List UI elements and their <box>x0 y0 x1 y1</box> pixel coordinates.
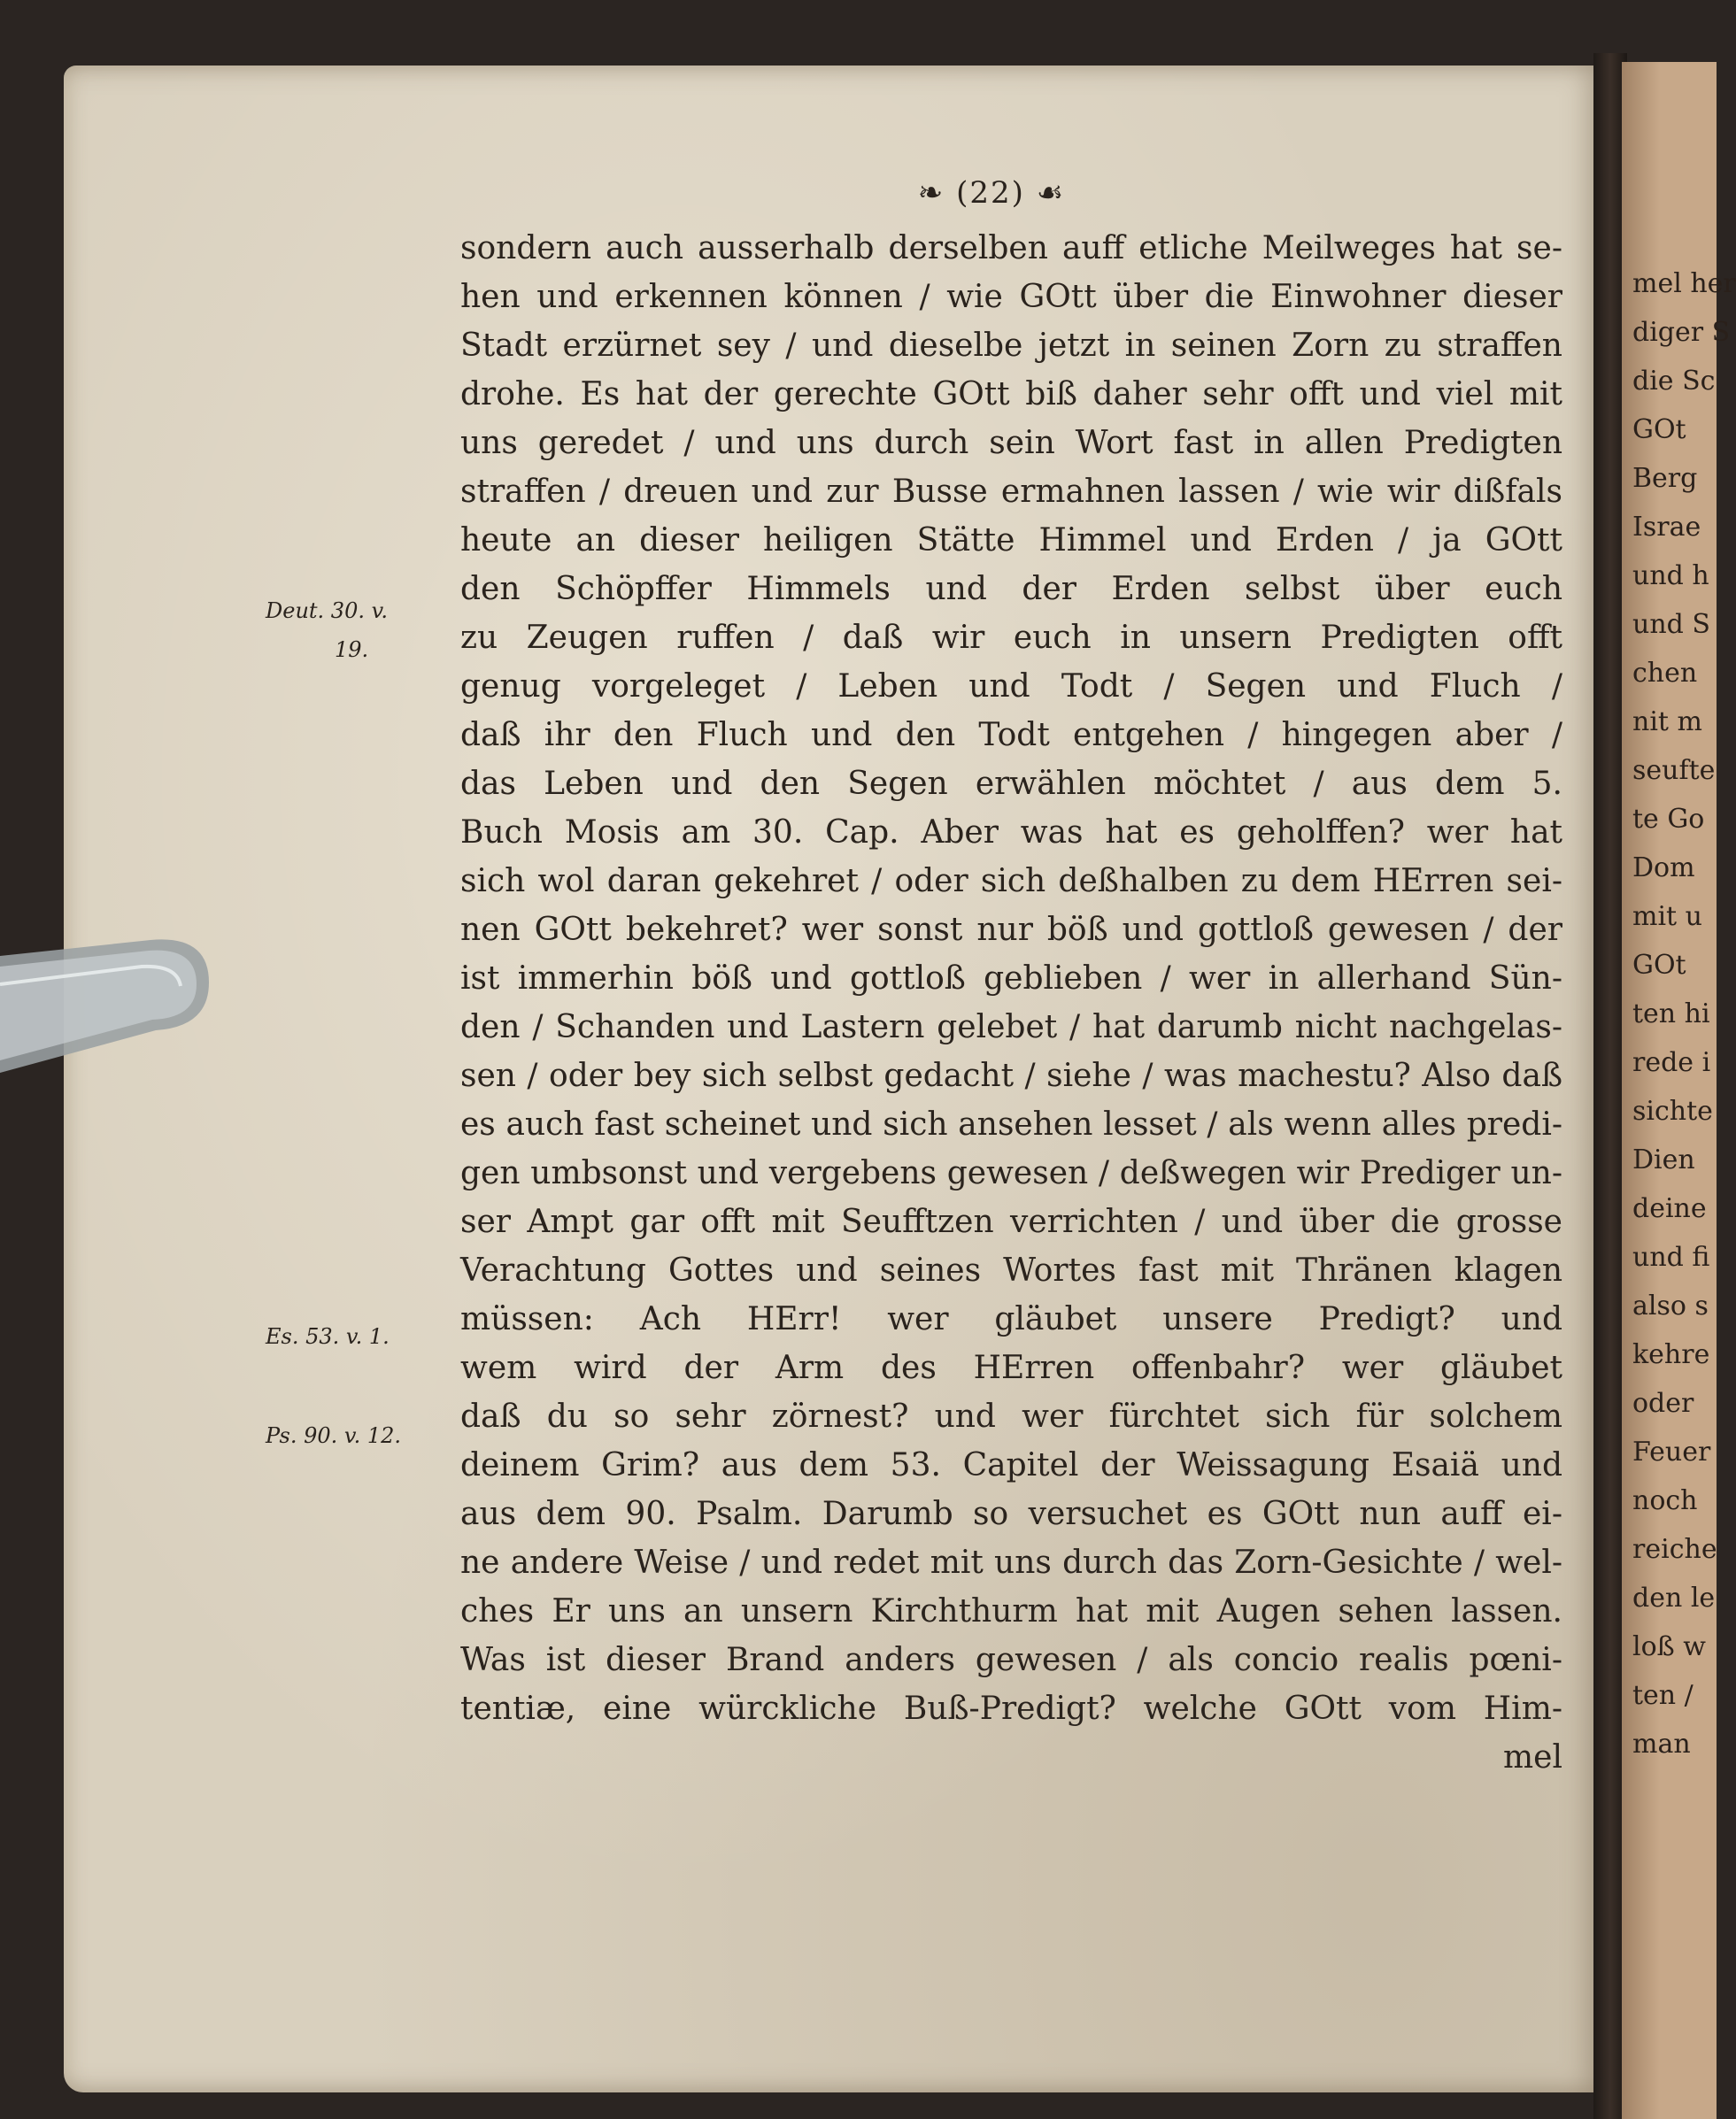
facing-page-fragment: den le <box>1632 1583 1716 1614</box>
facing-page-fragment: rede i <box>1632 1047 1711 1078</box>
facing-page-fragment: und h <box>1632 560 1709 591</box>
facing-page-fragment: oder <box>1632 1388 1694 1419</box>
text-line: sondern auch ausserhalb derselben auff etliche Meilweges hat se- <box>460 230 1562 266</box>
page-header <box>850 175 1133 211</box>
facing-page-fragment: man <box>1632 1729 1691 1760</box>
facing-page-edge <box>1622 62 1736 2119</box>
text-line: deinem Grim? aus dem 53. Capitel der Weissagung Esaiä und <box>460 1447 1562 1483</box>
facing-page-fragment: ten / <box>1632 1680 1694 1711</box>
text-line: ches Er uns an unsern Kirchthurm hat mit Augen sehen lassen. <box>460 1593 1562 1630</box>
text-line: drohe. Es hat der gerechte GOtt biß daher sehr offt und viel mit <box>460 376 1562 412</box>
facing-page-fragment: chen <box>1632 658 1698 689</box>
text-line: den Schöpffer Himmels und der Erden selbst über euch <box>460 571 1562 607</box>
text-line: Stadt erzürnet sey / und dieselbe jetzt in seinen Zorn zu straffen <box>460 327 1562 364</box>
facing-page-fragment: mit u <box>1632 901 1702 932</box>
text-line: Was ist dieser Brand anders gewesen / als concio realis pœni- <box>460 1642 1562 1678</box>
facing-page-fragment: und fi <box>1632 1242 1710 1273</box>
facing-page-fragment: loß w <box>1632 1631 1706 1662</box>
text-line: ist immerhin böß und gottloß geblieben / wer in allerhand Sün- <box>460 960 1562 997</box>
facing-page-fragment: diger S <box>1632 317 1731 348</box>
facing-page-fragment: kehre <box>1632 1339 1710 1370</box>
text-line: uns geredet / und uns durch sein Wort fast in allen Predigten <box>460 425 1562 461</box>
facing-page-fragment: mel her <box>1632 268 1736 299</box>
facing-page-fragment: sichte <box>1632 1096 1713 1127</box>
facing-page-fragment: Feuer <box>1632 1437 1711 1468</box>
facing-page-fragment: deine <box>1632 1193 1707 1224</box>
text-line: sen / oder bey sich selbst gedacht / siehe / was machestu? Also daß <box>460 1058 1562 1094</box>
text-line: gen umbsonst und vergebens gewesen / deßwegen wir Prediger un- <box>460 1155 1562 1191</box>
facing-page-fragment: GOt <box>1632 950 1686 981</box>
facing-page-fragment: Dom <box>1632 852 1695 883</box>
facing-page-fragment: te Go <box>1632 804 1705 835</box>
margin-note-psalm: Ps. 90. v. 12. <box>266 1423 402 1448</box>
facing-page-fragment: GOt <box>1632 414 1686 445</box>
text-line: daß ihr den Fluch und den Todt entgehen / hingegen aber / <box>460 717 1562 753</box>
text-line: müssen: Ach HErr! wer gläubet unsere Predigt? und <box>460 1301 1562 1337</box>
ornament-right-icon: ☙ <box>1036 175 1066 211</box>
text-line: Verachtung Gottes und seines Wortes fast mit Thränen klagen <box>460 1252 1562 1289</box>
text-line: das Leben und den Segen erwählen möchtet / aus dem 5. <box>460 766 1562 802</box>
margin-note-deut: Deut. 30. v. <box>266 598 388 623</box>
text-line: heute an dieser heiligen Stätte Himmel und Erden / ja GOtt <box>460 522 1562 559</box>
text-line: ne andere Weise / und redet mit uns durch das Zorn-Gesichte / wel- <box>460 1545 1562 1581</box>
text-line: hen und erkennen können / wie GOtt über die Einwohner dieser <box>460 279 1562 315</box>
ornament-left-icon: ❧ <box>917 175 945 211</box>
text-line: genug vorgeleget / Leben und Todt / Segen und Fluch / <box>460 668 1562 705</box>
facing-page-fragment: und S <box>1632 609 1710 640</box>
text-line: es auch fast scheinet und sich ansehen lesset / als wenn alles predi- <box>460 1106 1562 1143</box>
text-line: straffen / dreuen und zur Busse ermahnen lassen / wie wir dißfals <box>460 474 1562 510</box>
page-clip <box>0 931 211 1080</box>
facing-page-fragment: noch <box>1632 1485 1698 1516</box>
facing-page-fragment: seufte <box>1632 755 1716 786</box>
text-line: sich wol daran gekehret / oder sich deßhalben zu dem HErren sei- <box>460 863 1562 899</box>
margin-note-deut-verse: 19. <box>335 637 369 662</box>
text-line: den / Schanden und Lastern gelebet / hat darumb nicht nachgelas- <box>460 1009 1562 1045</box>
facing-page-fragment: Israe <box>1632 512 1701 543</box>
facing-page-fragment: die Sc <box>1632 366 1716 397</box>
text-line: aus dem 90. Psalm. Darumb so versuchet es GOtt nun auff ei- <box>460 1496 1562 1532</box>
facing-page-fragment: also s <box>1632 1291 1709 1321</box>
page-number: (22) <box>956 175 1025 211</box>
text-line: ser Ampt gar offt mit Seufftzen verrichten / und über die grosse <box>460 1204 1562 1240</box>
text-line: wem wird der Arm des HErren offenbahr? wer gläubet <box>460 1350 1562 1386</box>
text-line: tentiæ, eine würckliche Buß-Predigt? welche GOtt vom Him- <box>460 1691 1562 1727</box>
facing-page-fragment: Berg <box>1632 463 1698 494</box>
text-line: Buch Mosis am 30. Cap. Aber was hat es geholffen? wer hat <box>460 814 1562 851</box>
text-line: zu Zeugen ruffen / daß wir euch in unsern Predigten offt <box>460 620 1562 656</box>
facing-page-fragment: Dien <box>1632 1144 1695 1175</box>
catchword: mel <box>1503 1739 1562 1776</box>
text-line: daß du so sehr zörnest? und wer fürchtet sich für solchem <box>460 1399 1562 1435</box>
facing-page-fragment: nit m <box>1632 706 1702 737</box>
facing-page-fragment: reiche <box>1632 1534 1717 1565</box>
margin-note-esaia: Es. 53. v. 1. <box>266 1324 390 1349</box>
facing-page-fragment: ten hi <box>1632 998 1710 1029</box>
text-line: nen GOtt bekehret? wer sonst nur böß und gottloß gewesen / der <box>460 912 1562 948</box>
